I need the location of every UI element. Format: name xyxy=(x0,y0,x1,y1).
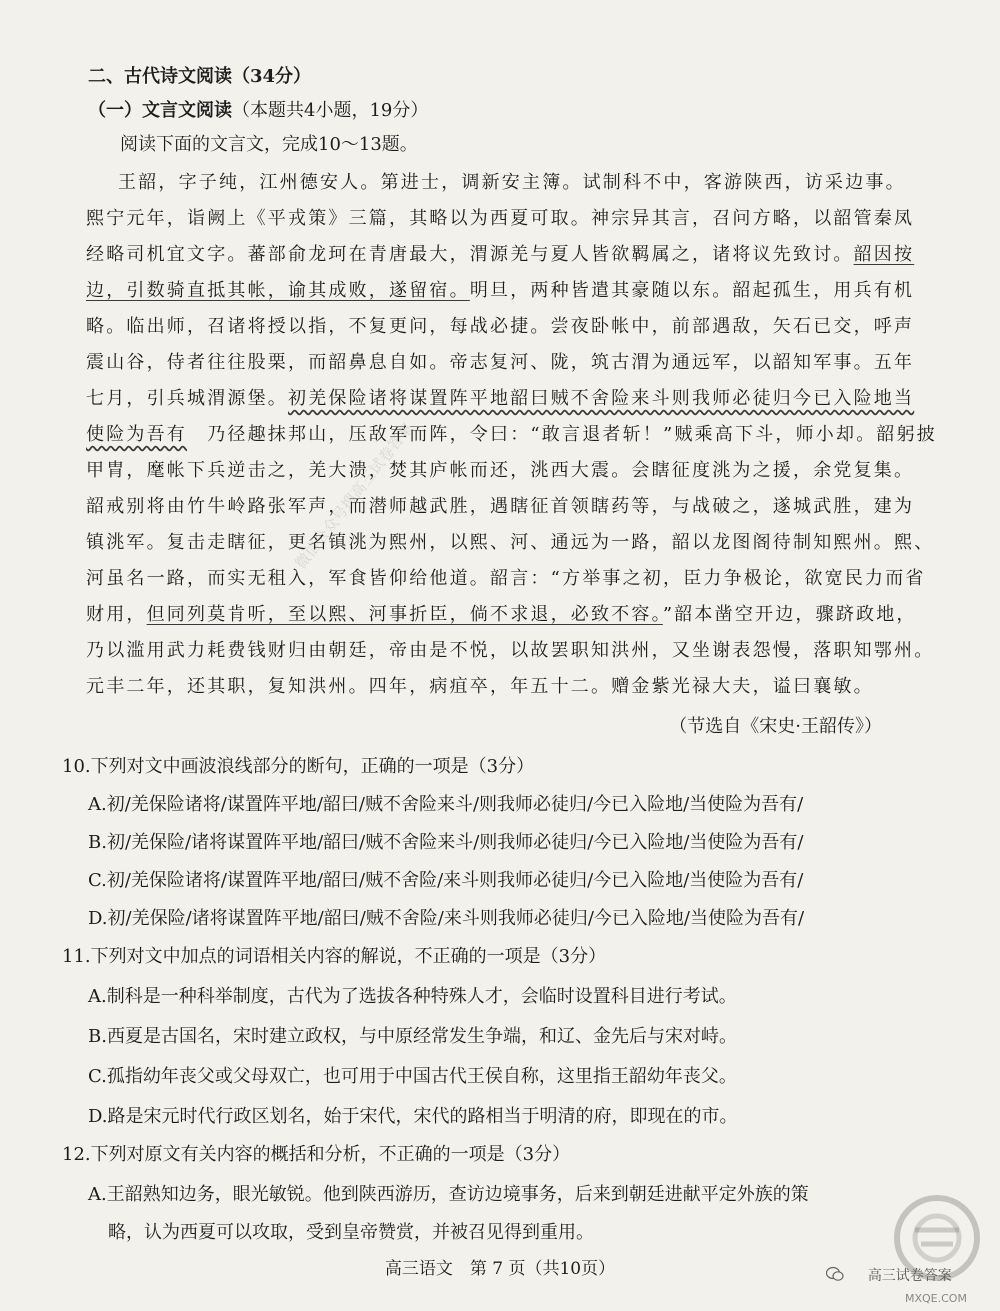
passage-line: 熙宁元年，诣阙上《平戎策》三篇，其略以为西夏可取。神宗异其言，召问方略，以韶管秦凤 xyxy=(86,208,915,229)
reading-instruction: 阅读下面的文言文，完成10～13题。 xyxy=(120,134,418,155)
underlined-text: 韶因按 xyxy=(853,244,915,265)
question-10-option-b: B.初/羌保险/诸将谋置阵平地/韶曰/贼不舍险来斗/则我师必徒归/今已入险地/当使险为吾有/ xyxy=(88,832,804,853)
question-10-option-a: A.初/羌保险诸将/谋置阵平地/韶曰/贼不舍险来斗/则我师必徒归/今已入险地/当使险为吾有/ xyxy=(88,794,804,815)
subsection-title xyxy=(88,96,428,122)
passage-line xyxy=(86,384,914,410)
passage-line xyxy=(86,276,914,302)
question-11-option-d: D.路是宋元时代行政区划名，始于宋代，宋代的路相当于明清的府，即现在的市。 xyxy=(88,1106,738,1127)
passage-text: 乃径趣抹邦山，压敌军而阵，令曰：“敢言退者斩！”贼乘高下斗，师小却。韶躬披 xyxy=(207,424,938,445)
passage-source: （节选自《宋史·王韶传》） xyxy=(669,716,882,737)
passage-line: 韶戒别将由竹牛岭路张军声，而潜师越武胜，遇瞎征首领瞎药等，与战破之，遂城武胜，建为 xyxy=(86,496,915,517)
wavy-underlined-text: 使险为吾有 xyxy=(86,424,187,445)
watermark-text: 微信公众号搜高三试卷答案 xyxy=(291,419,417,573)
question-12-option-a-cont: 略，认为西夏可以攻取，受到皇帝赞赏，并被召见得到重用。 xyxy=(108,1222,594,1243)
passage-line: 镇洮军。复击走瞎征，更名镇洮为熙州，以熙、河、通远为一路，韶以龙图阁待制知熙州。熙、 xyxy=(86,532,935,553)
passage-line: 王韶，字子纯，江州德安人。第进士，调新安主簿。试制科不中，客游陕西，访采边事。 xyxy=(118,172,906,193)
question-11-stem: 11.下列对文中加点的词语相关内容的解说，不正确的一项是（3分） xyxy=(62,946,607,967)
section-title: 二、古代诗文阅读（34分） xyxy=(88,66,312,87)
question-11-option-a: A.制科是一种科举制度，古代为了选拔各种特殊人才，会临时设置科目进行考试。 xyxy=(88,986,737,1007)
passage-text: ”韶本凿空开边，骤跻政地， xyxy=(662,604,917,625)
wechat-icon xyxy=(826,1266,844,1282)
badge-label: 高三试卷答案 xyxy=(867,1268,952,1284)
passage-line: 元丰二年，还其职，复知洪州。四年，病疽卒，年五十二。赠金紫光禄大夫，谥曰襄敏。 xyxy=(86,676,874,697)
question-12-stem: 12.下列对原文有关内容的概括和分析，不正确的一项是（3分） xyxy=(62,1144,571,1165)
passage-text: 财用， xyxy=(86,604,147,625)
badge-text xyxy=(850,1265,952,1285)
passage-line: 略。临出师，召诸将授以指，不复更问，每战必捷。尝夜卧帐中，前部遇敌，矢石已交，呼声 xyxy=(86,316,915,337)
passage-line xyxy=(86,600,917,626)
underlined-text: 边，引数骑直抵其帐，谕其成败，遂留宿。 xyxy=(86,280,470,301)
question-12-option-a: A.王韶熟知边务，眼光敏锐。他到陕西游历，查访边境事务，后来到朝廷进献平定外族的策 xyxy=(88,1184,809,1205)
subsection-label: （一）文言文阅读 xyxy=(88,100,232,121)
passage-line: 甲胄，麾帐下兵逆击之，羌大溃，焚其庐帐而还，洮西大震。会瞎征度洮为之援，余党复集。 xyxy=(86,460,915,481)
passage-line: 乃以滥用武力耗费钱财归由朝廷，帝由是不悦，以故罢职知洪州，又坐谢表怨慢，落职知鄂州。 xyxy=(86,640,935,661)
question-10-option-c: C.初/羌保险诸将/谋置阵平地/韶曰/贼不舍险/来斗则我师必徒归/今已入险地/当使险为吾有/ xyxy=(88,870,804,891)
passage-line xyxy=(86,240,914,266)
passage-line: 震山谷，侍者往往股栗，而韶鼻息自如。帝志复河、陇，筑古渭为通远军，以韶知军事。五年 xyxy=(86,352,915,373)
underlined-text: 但同列莫肯听，至以熙、河事折臣，倘不求退，必致不容。 xyxy=(146,604,663,625)
subsection-note: （本题共4小题，19分） xyxy=(232,100,429,121)
passage-text: 经略司机宜文字。蕃部俞龙珂在青唐最大，渭源羌与夏人皆欲羁属之，诸将议先致讨。 xyxy=(86,244,854,265)
question-10-option-d: D.初/羌保险/诸将谋置阵平地/韶曰/贼不舍险/来斗则我师必徒归/今已入险地/当使险为吾有/ xyxy=(88,908,805,929)
passage-line: 河虽名一路，而实无租入，军食皆仰给他道。韶言：“方举事之初，臣力争极论，欲宽民力而省 xyxy=(86,568,926,589)
question-10-stem: 10.下列对文中画波浪线部分的断句，正确的一项是（3分） xyxy=(62,756,535,777)
question-11-option-b: B.西夏是古国名，宋时建立政权，与中原经常发生争端，和辽、金先后与宋对峙。 xyxy=(88,1026,737,1047)
passage-line xyxy=(86,420,937,446)
wavy-underlined-text: 初羌保险诸将谋置阵平地韶曰贼不舍险来斗则我师必徒归今已入险地当 xyxy=(288,388,915,409)
passage-text: 明旦，两种皆遣其豪随以东。韶起孤生，用兵有机 xyxy=(469,280,915,301)
question-11-option-c: C.孤指幼年丧父或父母双亡，也可用于中国古代王侯自称，这里指王韶幼年丧父。 xyxy=(88,1066,737,1087)
badge-site: MXQE.COM xyxy=(905,1292,967,1305)
page-footer: 高三语文 第 7 页（共10页） xyxy=(384,1259,616,1279)
passage-text: 七月，引兵城渭源堡。 xyxy=(86,388,288,409)
